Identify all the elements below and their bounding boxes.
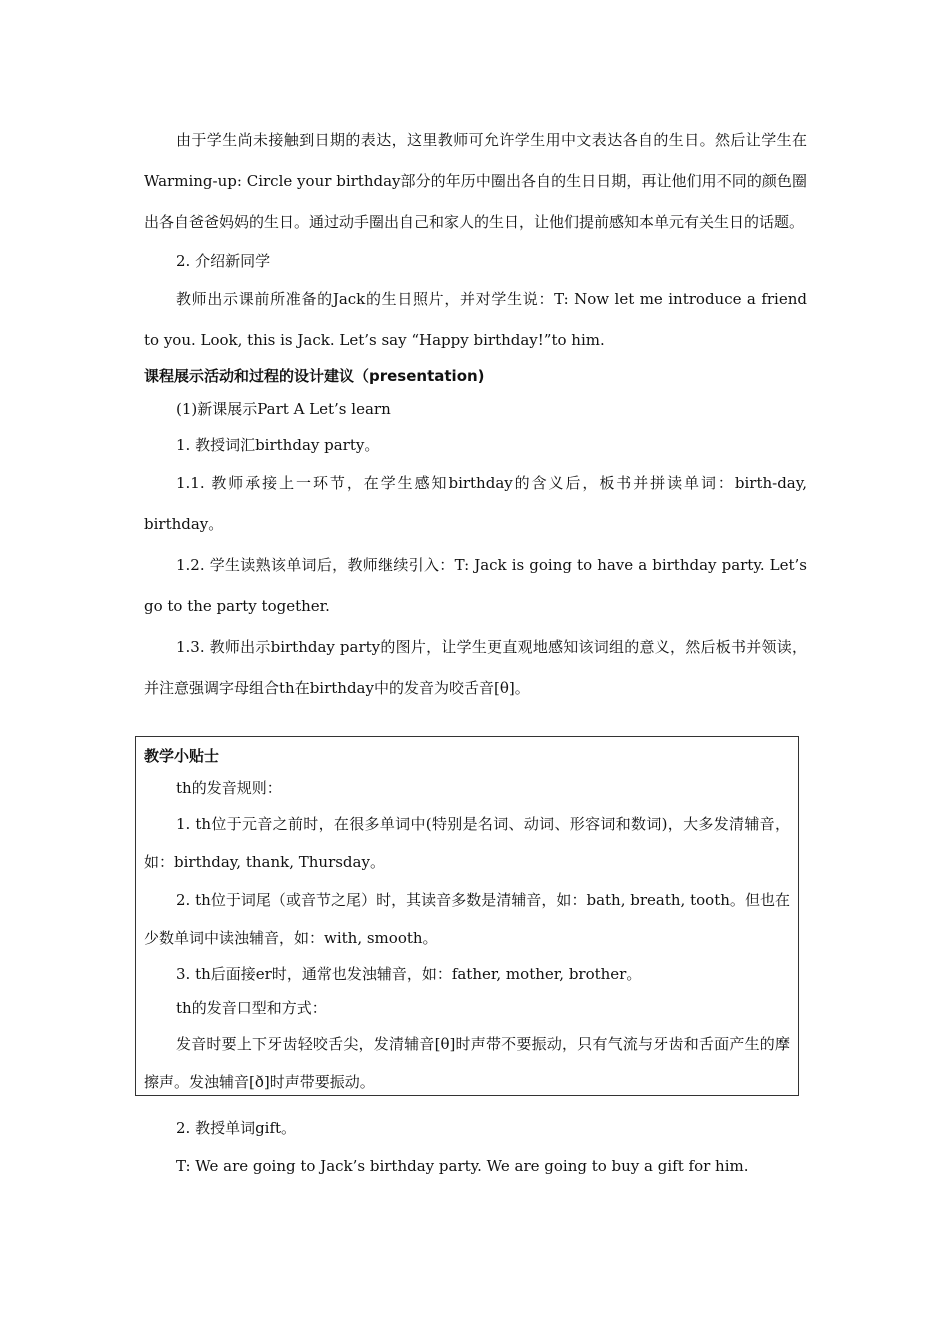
- intro-item-2: 2. 介绍新同学: [176, 252, 271, 270]
- tips-mouth-text: 发音时要上下牙齿轻咬舌尖，发清辅音[θ]时声带不要振动，只有气流与牙齿和舌面产生的摩擦声。发浊辅音[ð]时声带要振动。: [144, 1035, 790, 1091]
- tips-rule-2: 2. th位于词尾（或音节之尾）时，其读音多数是清辅音，如：bath, breath, tooth。但也在少数单词中读浊辅音，如：with, smooth。: [144, 891, 790, 947]
- step-2-title: 2. 教授单词gift。: [176, 1119, 297, 1137]
- part-a-label: (1)新课展示Part A Let’s learn: [176, 400, 391, 418]
- tips-rule-3: 3. th后面接er时，通常也发浊辅音，如：father, mother, brother。: [176, 965, 642, 983]
- intro-dialogue: 教师出示课前所准备的Jack的生日照片，并对学生说：T: Now let me introduce a friend to you. Look, this is Jack. Let’s say “Happy birthday!”to him.: [144, 290, 807, 349]
- step-1-3: 1.3. 教师出示birthday party的图片，让学生更直观地感知该词组的意义，然后板书并领读，并注意强调字母组合th在birthday中的发音为咬舌音[θ]。: [144, 638, 807, 697]
- section-heading-presentation: 课程展示活动和过程的设计建议（presentation): [144, 367, 485, 385]
- document-page: [144, 120, 807, 1175]
- intro-paragraph: 由于学生尚未接触到日期的表达，这里教师可允许学生用中文表达各自的生日。然后让学生在Warming-up: Circle your birthday部分的年历中圈出各自的生日日期，再让他们用不同的颜色圈出各自爸爸妈妈的生日。通过动手圈出自己和家人的生日，让他们提前感知本单元有关生日的话题。: [144, 131, 807, 231]
- step-1-title: 1. 教授词汇birthday party。: [176, 436, 380, 454]
- tips-rule-1: 1. th位于元音之前时，在很多单词中(特别是名词、动词、形容词和数词)，大多发清辅音，如：birthday, thank, Thursday。: [144, 815, 790, 871]
- tips-rules-heading: th的发音规则：: [176, 779, 282, 797]
- tips-mouth-heading: th的发音口型和方式：: [176, 999, 327, 1017]
- tips-title: 教学小贴士: [144, 747, 220, 765]
- step-1-1: 1.1. 教师承接上一环节，在学生感知birthday的含义后，板书并拼读单词：birth-day, birthday。: [144, 474, 807, 533]
- step-1-2: 1.2. 学生读熟该单词后，教师继续引入：T: Jack is going to have a birthday party. Let’s go to the party together.: [144, 556, 807, 615]
- step-2-section: [144, 1110, 807, 1187]
- teaching-tips-box: [135, 736, 799, 1096]
- step-2-dialogue: T: We are going to Jack’s birthday party. We are going to buy a gift for him.: [176, 1157, 749, 1175]
